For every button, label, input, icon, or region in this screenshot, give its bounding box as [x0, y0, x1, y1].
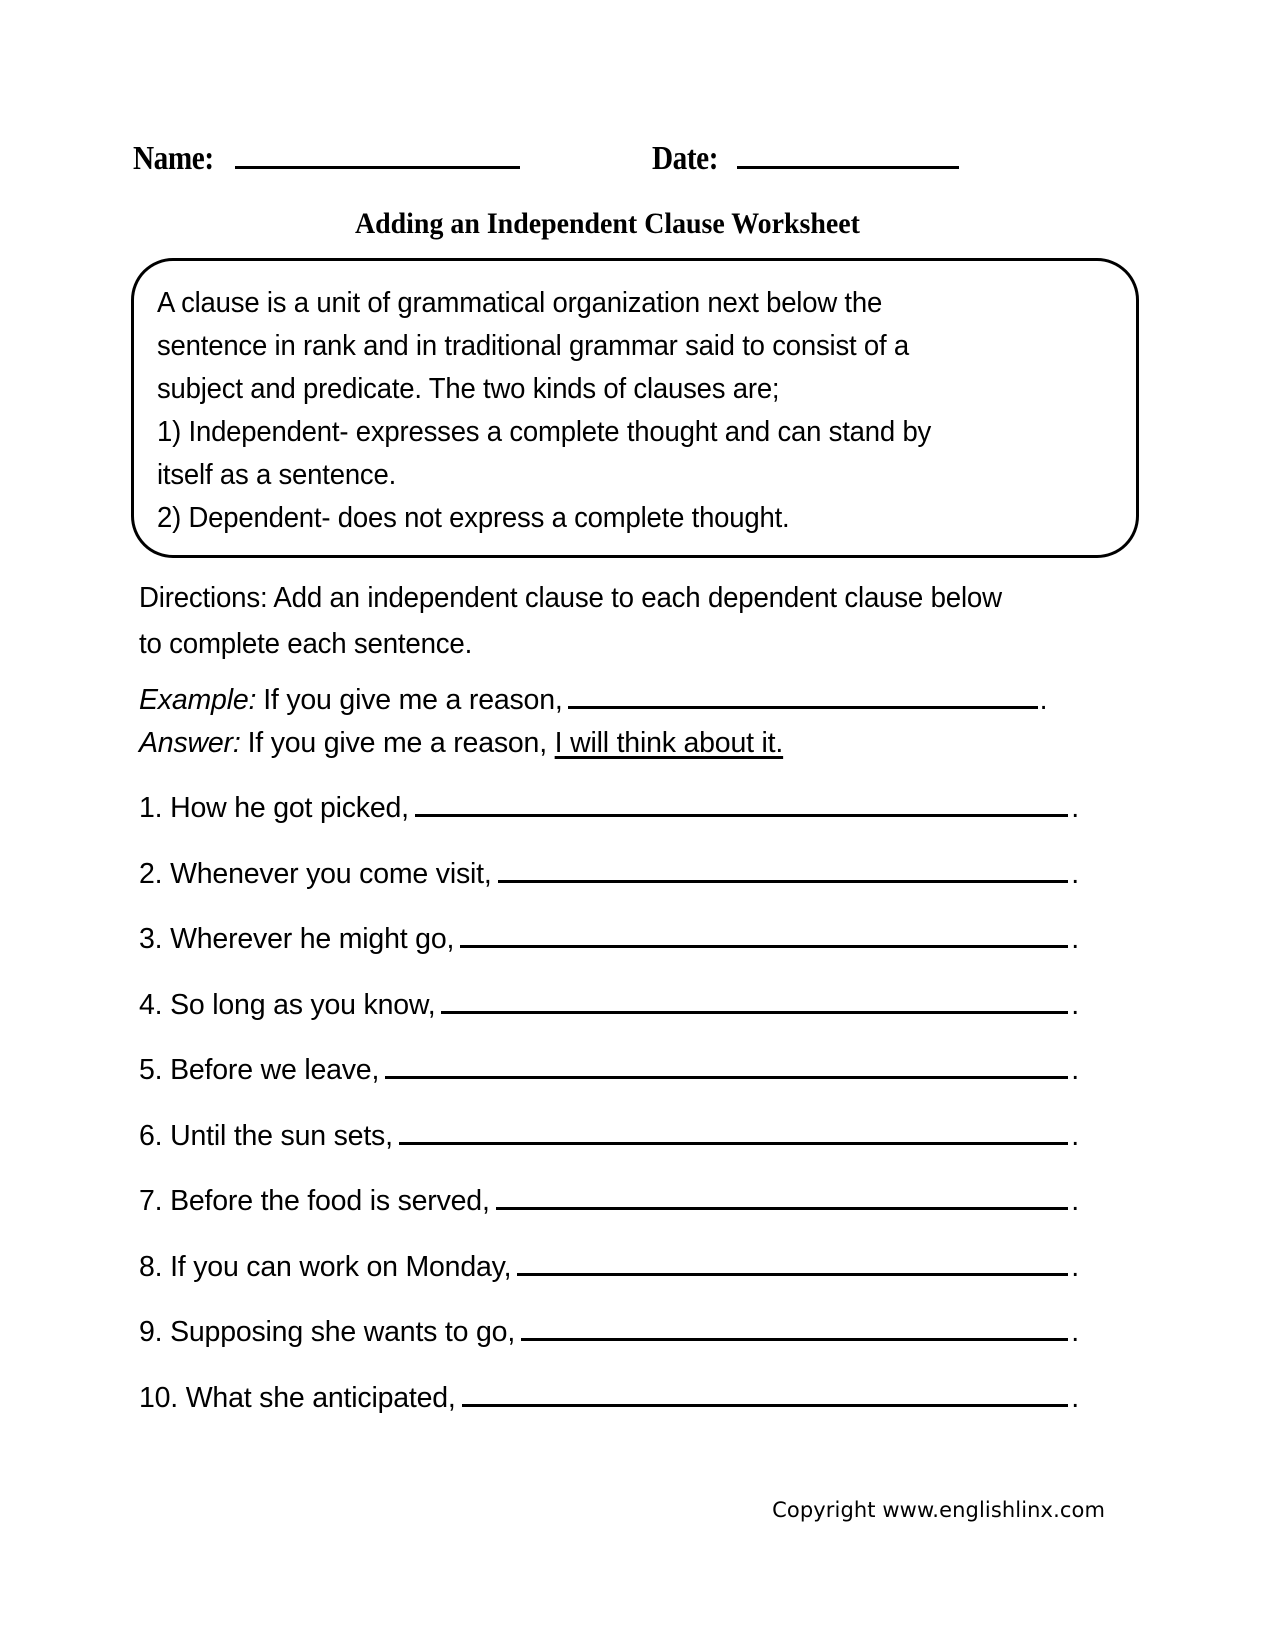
name-label: Name: — [133, 140, 214, 177]
question-row — [139, 1249, 1079, 1315]
directions-line: Directions: Add an independent clause to each dependent clause below — [139, 582, 1002, 614]
example-blank-line[interactable] — [568, 682, 1038, 709]
question-period: . — [1071, 923, 1079, 955]
question-text: 4. So long as you know, — [139, 988, 436, 1021]
question-blank-line[interactable] — [496, 1183, 1069, 1210]
answer-filled-text: I will think about it. — [554, 727, 784, 759]
question-period: . — [1071, 1185, 1079, 1217]
question-period: . — [1071, 1250, 1079, 1283]
student-info-header — [133, 140, 1023, 178]
question-blank-line[interactable] — [385, 1052, 1068, 1079]
question-blank-line[interactable] — [517, 1249, 1068, 1276]
question-row — [139, 1314, 1079, 1380]
question-row — [139, 1118, 1079, 1184]
question-text: 6. Until the sun sets, — [139, 1119, 393, 1152]
question-period: . — [1071, 1316, 1079, 1348]
question-text: 8. If you can work on Monday, — [139, 1250, 512, 1283]
question-period: . — [1071, 1119, 1079, 1152]
date-input-line[interactable] — [737, 140, 959, 169]
definition-line: subject and predicate. The two kinds of clauses are; — [157, 373, 780, 405]
example-clause: If you give me a reason, — [263, 684, 563, 716]
question-text: 5. Before we leave, — [139, 1054, 380, 1086]
date-label: Date: — [651, 140, 718, 177]
question-blank-line[interactable] — [460, 921, 1068, 948]
question-row — [139, 1052, 1079, 1118]
question-blank-line[interactable] — [415, 790, 1068, 817]
question-row — [139, 987, 1079, 1053]
question-row — [139, 790, 1079, 856]
date-field-group — [652, 140, 959, 178]
question-blank-line[interactable] — [521, 1314, 1068, 1341]
question-period: . — [1071, 792, 1079, 824]
definition-line: itself as a sentence. — [157, 459, 397, 491]
answer-label: Answer: — [139, 727, 241, 759]
page-title-text: Adding an Independent Clause Worksheet — [355, 207, 860, 240]
question-blank-line[interactable] — [498, 856, 1069, 883]
question-text: 7. Before the food is served, — [139, 1185, 490, 1217]
question-period: . — [1071, 857, 1079, 890]
definition-line: sentence in rank and in traditional grammar said to consist of a — [157, 330, 910, 362]
question-blank-line[interactable] — [399, 1118, 1068, 1145]
question-row — [139, 856, 1079, 922]
definition-line: 2) Dependent- does not express a complete thought. — [157, 502, 790, 534]
question-text: 10. What she anticipated, — [139, 1381, 456, 1414]
directions-text — [139, 575, 1099, 667]
directions-line: to complete each sentence. — [139, 628, 473, 660]
question-text: 2. Whenever you come visit, — [139, 857, 492, 890]
questions-list — [139, 790, 1079, 1445]
definition-line: 1) Independent- expresses a complete thought and can stand by — [157, 416, 932, 448]
question-row — [139, 1183, 1079, 1249]
answer-line — [139, 727, 1139, 772]
page-title — [0, 207, 1215, 241]
question-text: 1. How he got picked, — [139, 792, 409, 824]
answer-clause: If you give me a reason, — [247, 727, 547, 759]
copyright-notice: Copyright www.englishlinx.com — [772, 1498, 1105, 1522]
example-block — [139, 682, 1139, 772]
definition-text — [157, 282, 1137, 540]
question-blank-line[interactable] — [441, 987, 1068, 1014]
question-period: . — [1071, 1054, 1079, 1086]
question-blank-line[interactable] — [462, 1380, 1069, 1407]
definition-line: A clause is a unit of grammatical organization next below the — [157, 287, 883, 319]
example-label: Example: — [139, 684, 257, 716]
question-period: . — [1071, 988, 1079, 1021]
question-text: 9. Supposing she wants to go, — [139, 1316, 516, 1348]
name-input-line[interactable] — [235, 140, 520, 169]
question-period: . — [1071, 1381, 1079, 1414]
name-field-group — [133, 140, 520, 178]
example-line — [139, 682, 1139, 727]
question-row — [139, 921, 1079, 987]
question-text: 3. Wherever he might go, — [139, 923, 455, 955]
example-period: . — [1039, 684, 1048, 716]
question-row — [139, 1380, 1079, 1446]
